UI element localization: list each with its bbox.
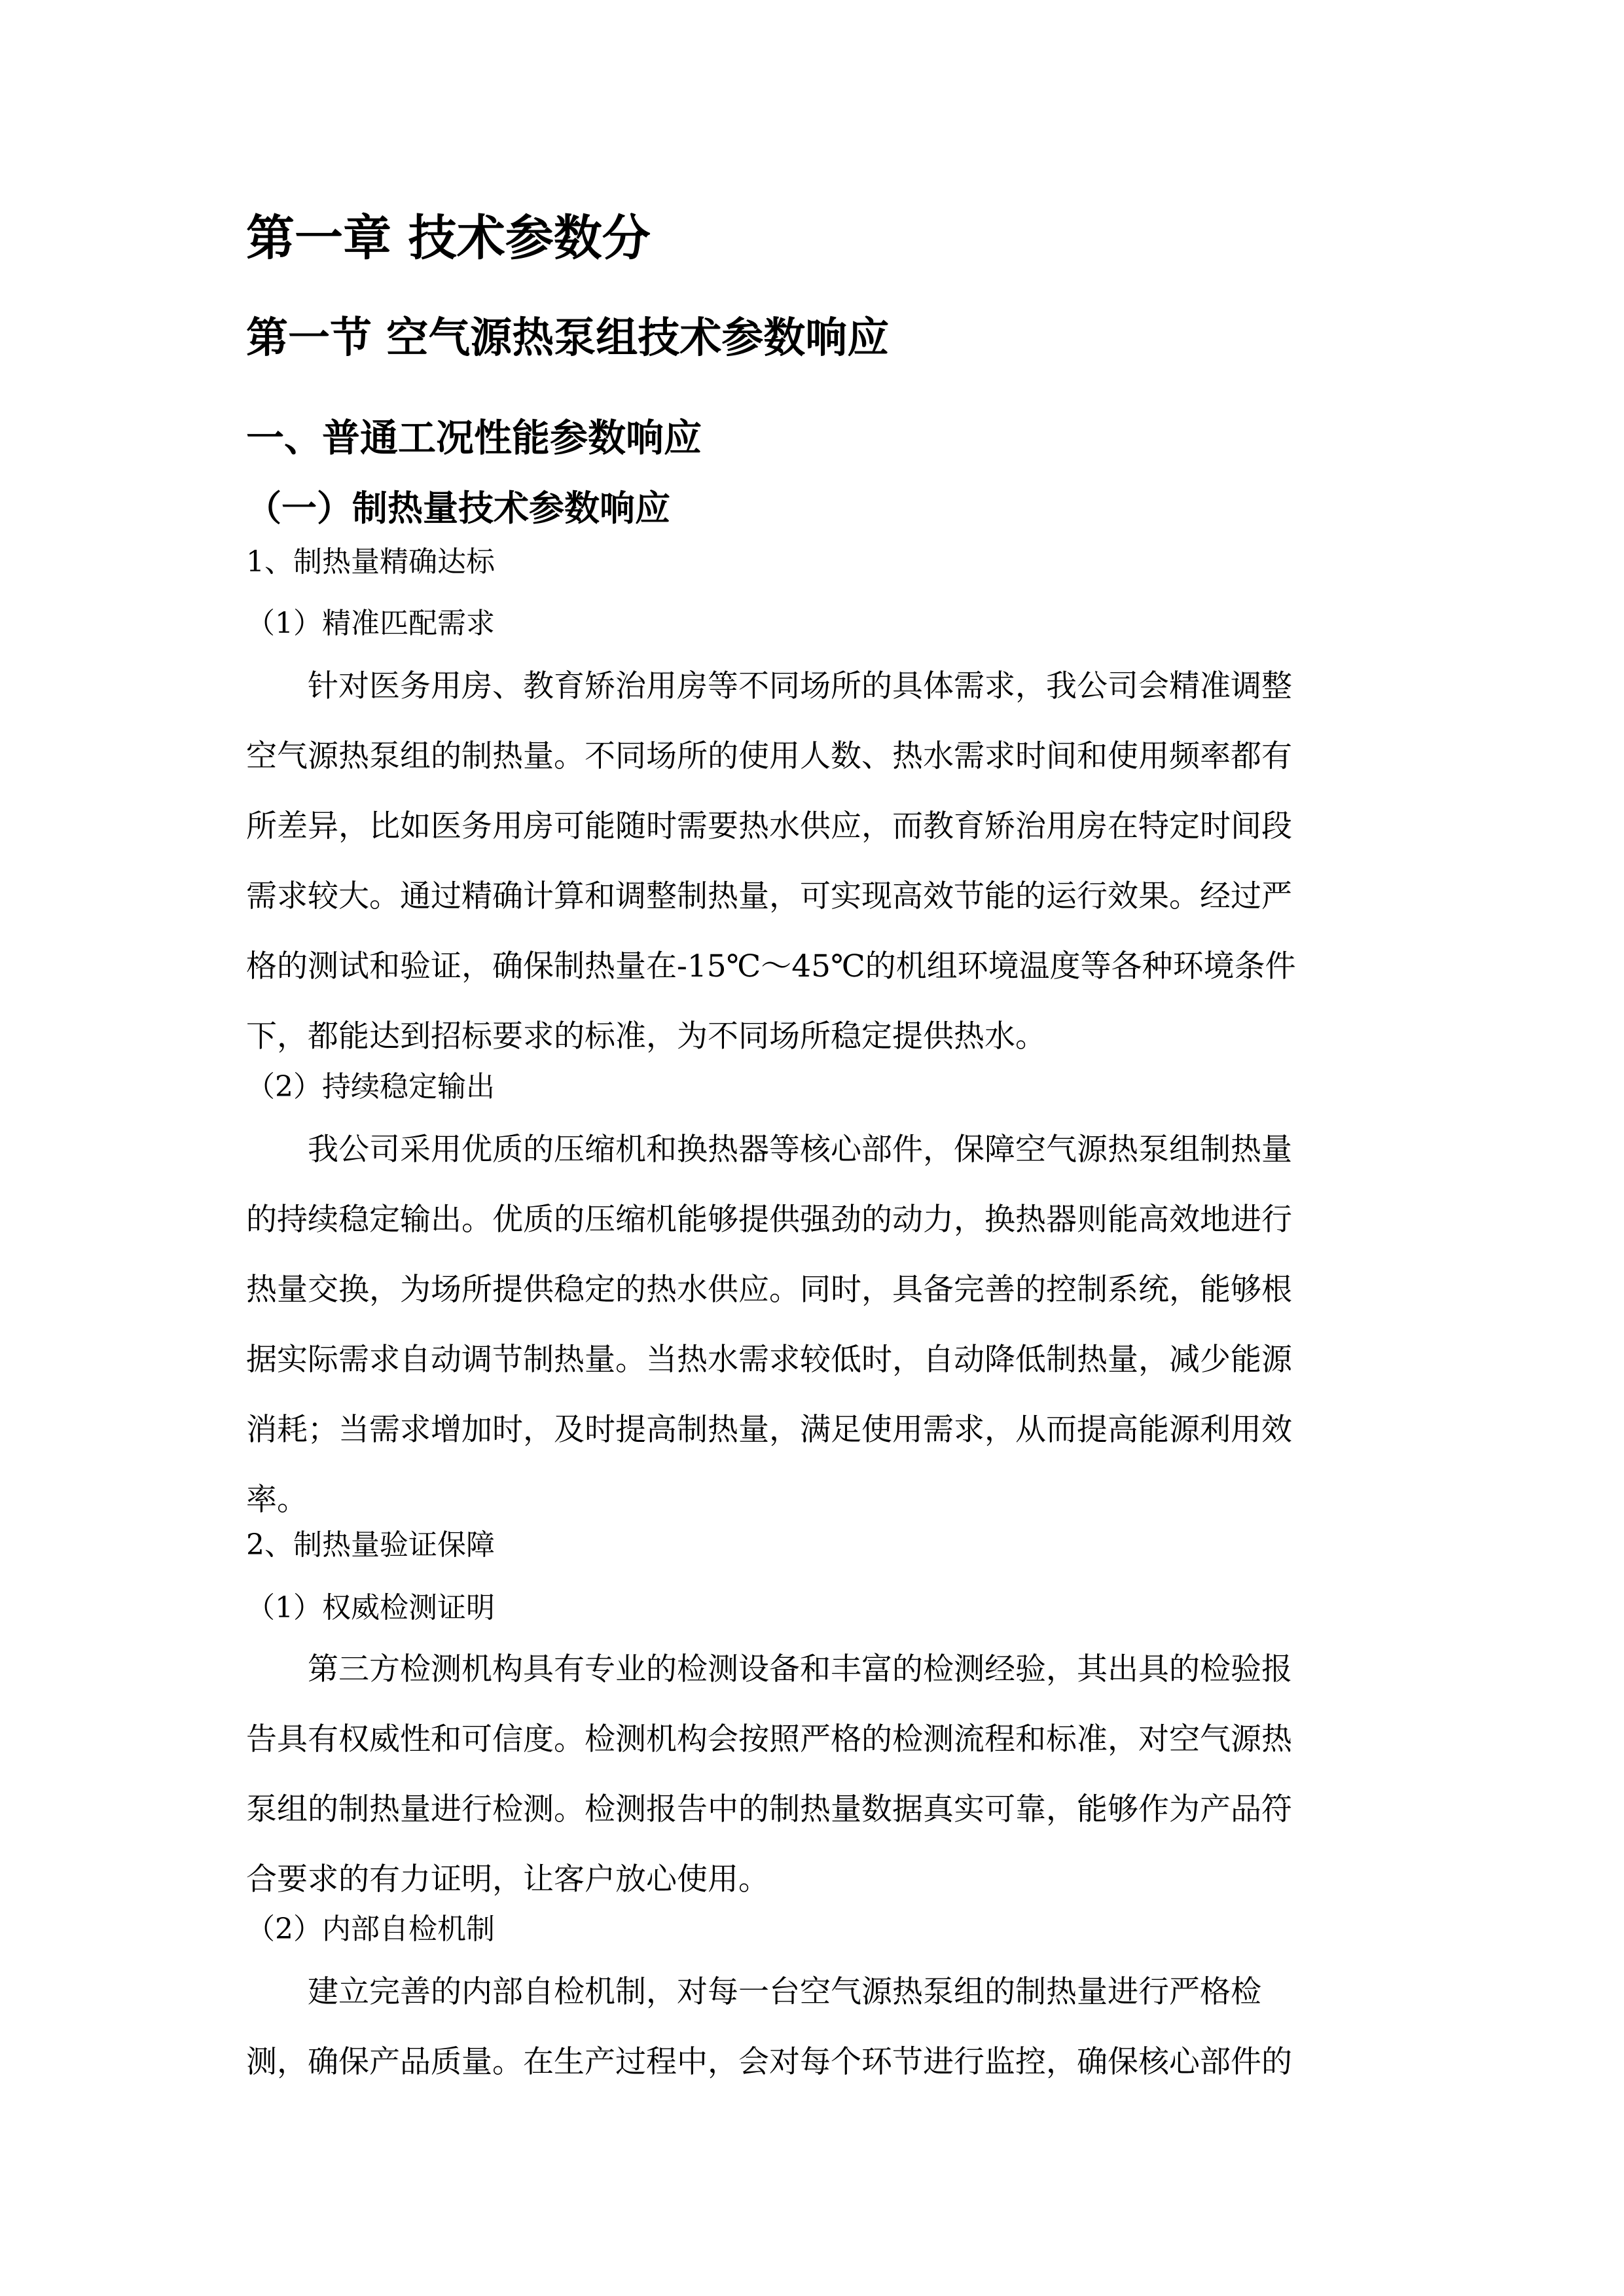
paragraph-line: 针对医务用房、教育矫治用房等不同场所的具体需求，我公司会精准调整 — [308, 668, 1292, 704]
paragraph-line: 所差异，比如医务用房可能随时需要热水供应，而教育矫治用房在特定时间段 — [246, 808, 1292, 844]
section-title: 第一节 空气源热泵组技术参数响应 — [246, 314, 890, 363]
item-heading: （1）权威检测证明 — [246, 1591, 495, 1624]
part-title: 一、普通工况性能参数响应 — [246, 416, 702, 460]
paragraph-line: 率。 — [246, 1482, 308, 1518]
item-heading: （2）持续稳定输出 — [246, 1070, 495, 1103]
paragraph-precise-matching — [246, 651, 1385, 1071]
item-heading: （1）精准匹配需求 — [246, 607, 495, 640]
paragraph-line: 的持续稳定输出。优质的压缩机能够提供强劲的动力，换热器则能高效地进行 — [246, 1202, 1292, 1238]
paragraph-line: 建立完善的内部自检机制，对每一台空气源热泵组的制热量进行严格检 — [308, 1974, 1261, 2010]
paragraph-line: 我公司采用优质的压缩机和换热器等核心部件，保障空气源热泵组制热量 — [308, 1132, 1292, 1168]
subsection-heading: 1、制热量精确达标 — [246, 545, 495, 579]
paragraph-line: 格的测试和验证，确保制热量在-15℃～45℃的机组环境温度等各种环境条件 — [246, 948, 1296, 984]
paragraph-line: 测，确保产品质量。在生产过程中，会对每个环节进行监控，确保核心部件的 — [246, 2044, 1292, 2080]
paragraph-internal-inspection — [246, 1957, 1385, 2097]
paragraph-line: 第三方检测机构具有专业的检测设备和丰富的检测经验，其出具的检验报 — [308, 1651, 1292, 1687]
paragraph-authoritative-testing — [246, 1634, 1385, 1914]
paragraph-line: 据实际需求自动调节制热量。当热水需求较低时，自动降低制热量，减少能源 — [246, 1342, 1292, 1378]
chapter-title: 第一章 技术参数分 — [246, 210, 651, 266]
paragraph-line: 泵组的制热量进行检测。检测报告中的制热量数据真实可靠，能够作为产品符 — [246, 1791, 1292, 1827]
paragraph-line: 热量交换，为场所提供稳定的热水供应。同时，具备完善的控制系统，能够根 — [246, 1272, 1292, 1308]
paragraph-line: 告具有权威性和可信度。检测机构会按照严格的检测流程和标准，对空气源热 — [246, 1721, 1292, 1757]
paragraph-line: 下，都能达到招标要求的标准，为不同场所稳定提供热水。 — [246, 1018, 1046, 1054]
subsection-heading: 2、制热量验证保障 — [246, 1528, 495, 1562]
item-heading: （2）内部自检机制 — [246, 1912, 495, 1946]
paragraph-line: 合要求的有力证明，让客户放心使用。 — [246, 1861, 769, 1897]
paragraph-stable-output — [246, 1115, 1385, 1535]
paragraph-line: 需求较大。通过精确计算和调整制热量，可实现高效节能的运行效果。经过严 — [246, 878, 1292, 914]
subpart-title: （一）制热量技术参数响应 — [246, 487, 670, 529]
paragraph-line: 空气源热泵组的制热量。不同场所的使用人数、热水需求时间和使用频率都有 — [246, 738, 1292, 774]
paragraph-line: 消耗；当需求增加时，及时提高制热量，满足使用需求，从而提高能源利用效 — [246, 1412, 1292, 1448]
